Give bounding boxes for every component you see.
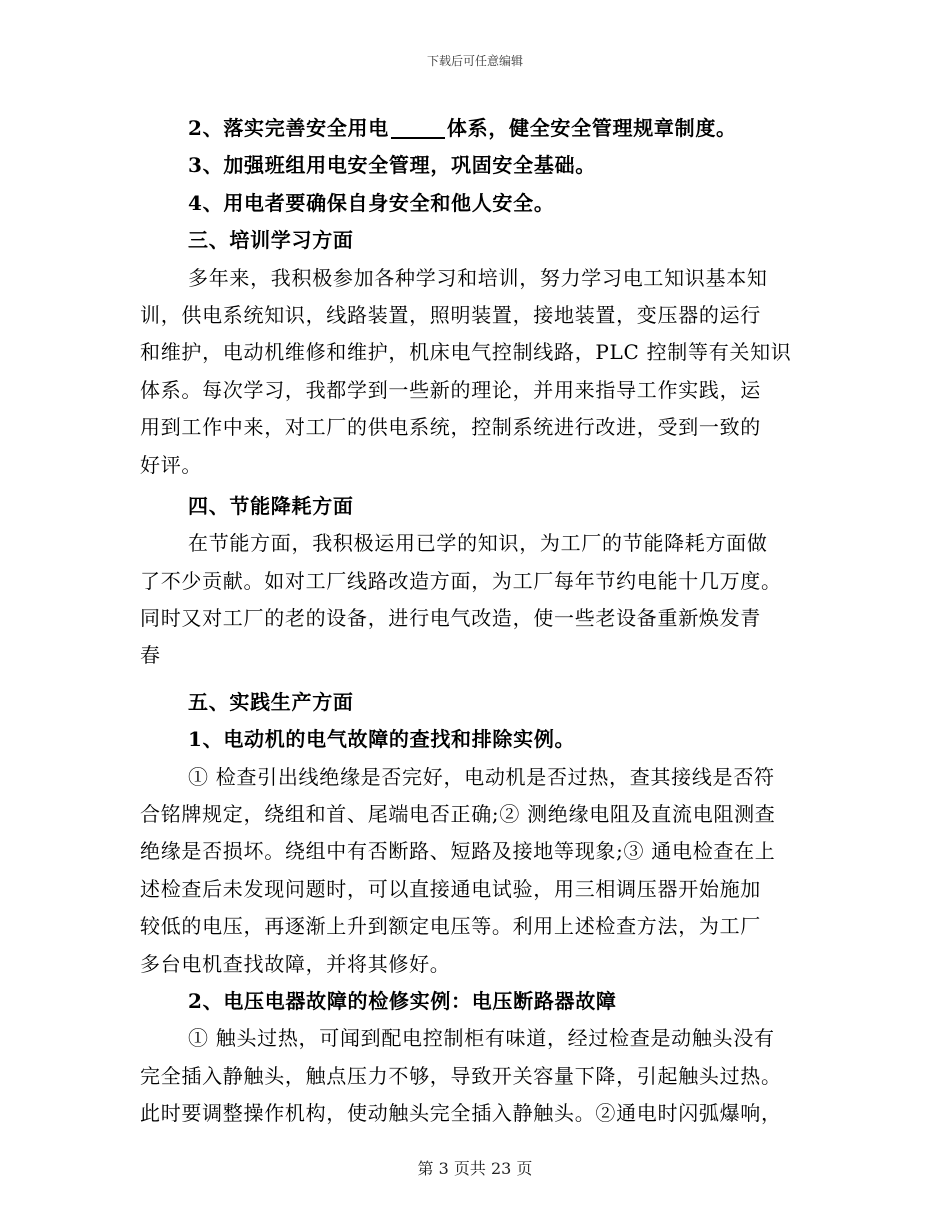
section-heading-practice: 五、实践生产方面 (188, 689, 354, 714)
paragraph-line: 此时要调整操作机构，使动触头完全插入静触头。②通电时闪弧爆响， (140, 1101, 782, 1126)
page-footer: 第 3 页共 23 页 (417, 1159, 533, 1178)
paragraph-line: 用到工作中来，对工厂的供电系统，控制系统进行改进，受到一致的 (140, 415, 761, 440)
paragraph-line: 较低的电压，再逐渐上升到额定电压等。利用上述检查方法，为工厂 (140, 914, 761, 939)
list-item-4: 4、用电者要确保自身安全和他人安全。 (188, 190, 555, 215)
section-heading-training: 三、培训学习方面 (188, 228, 354, 253)
document-body (140, 110, 800, 1133)
paragraph-line: 多年来，我积极参加各种学习和培训，努力学习电工知识基本知 (188, 265, 768, 290)
paragraph-line: 在节能方面，我积极运用已学的知识，为工厂的节能降耗方面做 (188, 531, 768, 556)
fill-in-blank (391, 117, 445, 139)
paragraph-line: ① 触头过热，可闻到配电控制柜有味道，经过检查是动触头没有 (188, 1026, 775, 1051)
paragraph-line: 合铭牌规定，绕组和首、尾端电否正确;② 测绝缘电阻及直流电阻测查 (140, 802, 776, 827)
paragraph-line: 好评。 (140, 452, 203, 477)
page-header: 下载后可任意编辑 (426, 54, 523, 68)
paragraph-line: ① 检查引出线绝缘是否完好，电动机是否过热，查其接线是否符 (188, 764, 775, 789)
paragraph-line: 述检查后未发现问题时，可以直接通电试验，用三相调压器开始施加 (140, 876, 761, 901)
paragraph-line: 绝缘是否损坏。绕组中有否断路、短路及接地等现象;③ 通电检查在上 (140, 839, 776, 864)
subsection-heading-motor: 1、电动机的电气故障的查找和排除实例。 (188, 727, 576, 752)
paragraph-line: 同时又对工厂的老的设备，进行电气改造，使一些老设备重新焕发青 (140, 606, 761, 631)
subsection-heading-breaker: 2、电压电器故障的检修实例：电压断路器故障 (188, 988, 617, 1013)
paragraph-line: 春 (140, 643, 161, 668)
paragraph-line: 了不少贡献。如对工厂线路改造方面，为工厂每年节约电能十几万度。 (140, 568, 782, 593)
list-item-3: 3、加强班组用电安全管理，巩固安全基础。 (188, 153, 596, 178)
list-item-2: 2、落实完善安全用电 体系，健全安全管理规章制度。 (188, 116, 737, 140)
paragraph-line: 体系。每次学习，我都学到一些新的理论，并用来指导工作实践，运 (140, 377, 761, 402)
paragraph-line: 完全插入静触头，触点压力不够，导致开关容量下降，引起触头过热。 (140, 1063, 782, 1088)
paragraph-line: 训，供电系统知识，线路装置，照明装置，接地装置，变压器的运行 (140, 302, 761, 327)
paragraph-line: 和维护，电动机维修和维护，机床电气控制线路，PLC 控制等有关知识 (140, 340, 792, 365)
paragraph-line: 多台电机查找故障，并将其修好。 (140, 951, 451, 976)
section-heading-energy: 四、节能降耗方面 (188, 493, 354, 518)
